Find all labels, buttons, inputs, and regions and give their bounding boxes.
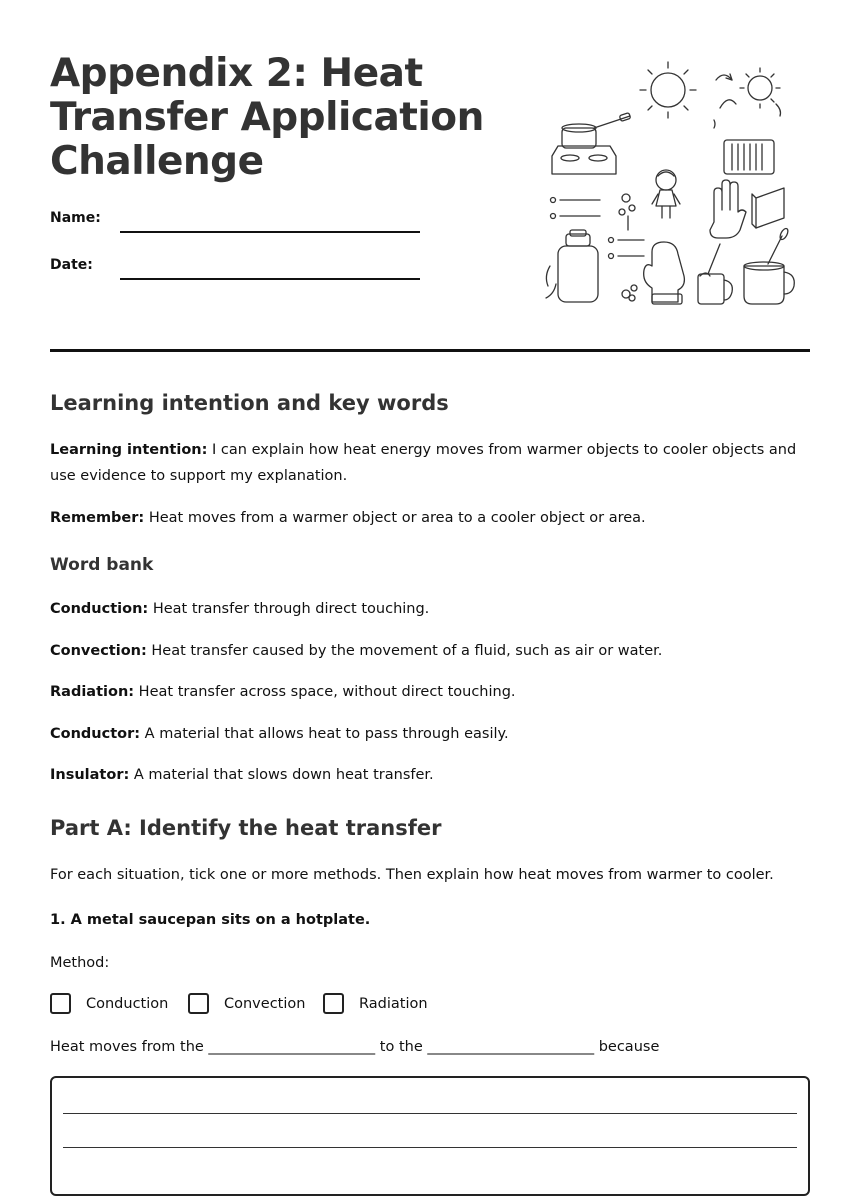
answer-line [63, 1147, 797, 1148]
sun-icon [640, 62, 696, 118]
conduction-checkbox[interactable] [50, 993, 71, 1014]
method-label: Method: [50, 955, 110, 971]
radiation-checkbox[interactable] [323, 993, 344, 1014]
part-a-instructions: For each situation, tick one or more methods. Then explain how heat moves from warmer to cooler. [50, 867, 774, 883]
convection-label: Convection [224, 995, 306, 1012]
word-bank-item [50, 638, 820, 664]
glove-icon [710, 180, 746, 238]
conduction-label: Conduction [86, 995, 169, 1012]
learning-intention-text: I can explain how heat energy moves from warmer objects to cooler objects and use evidence to support my explanation. [50, 442, 797, 484]
mug-with-straw-icon [698, 244, 732, 304]
word-bank-item [50, 679, 820, 705]
word-bank-item [50, 721, 820, 747]
sentence-frame: Heat moves from the _______________________ to the _______________________ because [50, 1039, 660, 1055]
learning-intention-label: Learning intention: [50, 442, 208, 458]
name-field[interactable] [120, 231, 420, 233]
heat-transfer-illustration [540, 58, 800, 310]
question-1: 1. A metal saucepan sits on a hotplate. [50, 912, 371, 928]
remember-text: Heat moves from a warmer object or area to a cooler object or area. [144, 510, 646, 526]
option-conduction[interactable] [50, 993, 168, 1014]
word-bank-definition: Heat transfer caused by the movement of a fluid, such as air or water. [146, 643, 663, 659]
date-field[interactable] [120, 278, 420, 280]
answer-line [63, 1113, 797, 1114]
word-bank-item [50, 596, 820, 622]
word-bank-definition: Heat transfer across space, without direct touching. [134, 684, 516, 700]
convection-checkbox[interactable] [188, 993, 209, 1014]
saucepan-on-hotplate-icon [552, 113, 631, 174]
word-bank-item [50, 762, 820, 788]
word-bank-term: Insulator: [50, 767, 130, 783]
learning-heading: Learning intention and key words [50, 391, 449, 415]
oven-mitt-icon [622, 242, 684, 304]
option-convection[interactable] [188, 993, 305, 1014]
word-bank-term: Radiation: [50, 684, 135, 700]
name-label: Name: [50, 210, 101, 226]
word-bank-term: Convection: [50, 643, 147, 659]
header-divider [50, 349, 810, 352]
part-a-heading: Part A: Identify the heat transfer [50, 816, 442, 840]
word-bank-definition: A material that allows heat to pass through easily. [140, 726, 509, 742]
option-radiation[interactable] [323, 993, 428, 1014]
radiation-label: Radiation [359, 995, 428, 1012]
thermos-flask-icon [546, 230, 598, 302]
date-label: Date: [50, 257, 93, 273]
answer-box[interactable] [50, 1076, 810, 1196]
word-bank-definition: A material that slows down heat transfer. [129, 767, 434, 783]
word-bank-heading: Word bank [50, 555, 154, 575]
word-bank-definition: Heat transfer through direct touching. [148, 601, 430, 617]
radiator-icon [714, 120, 774, 174]
book-icon [752, 188, 784, 228]
page-title: Appendix 2: Heat Transfer Application Challenge [50, 51, 484, 184]
mug-with-spoon-icon [744, 227, 794, 304]
word-bank-term: Conduction: [50, 601, 149, 617]
word-bank-term: Conductor: [50, 726, 141, 742]
remember-label: Remember: [50, 510, 145, 526]
remember-note [50, 505, 820, 531]
sun-with-arrows-icon [716, 68, 781, 116]
flower-icon [619, 194, 635, 230]
learning-intention [50, 437, 820, 489]
child-icon [652, 170, 680, 218]
